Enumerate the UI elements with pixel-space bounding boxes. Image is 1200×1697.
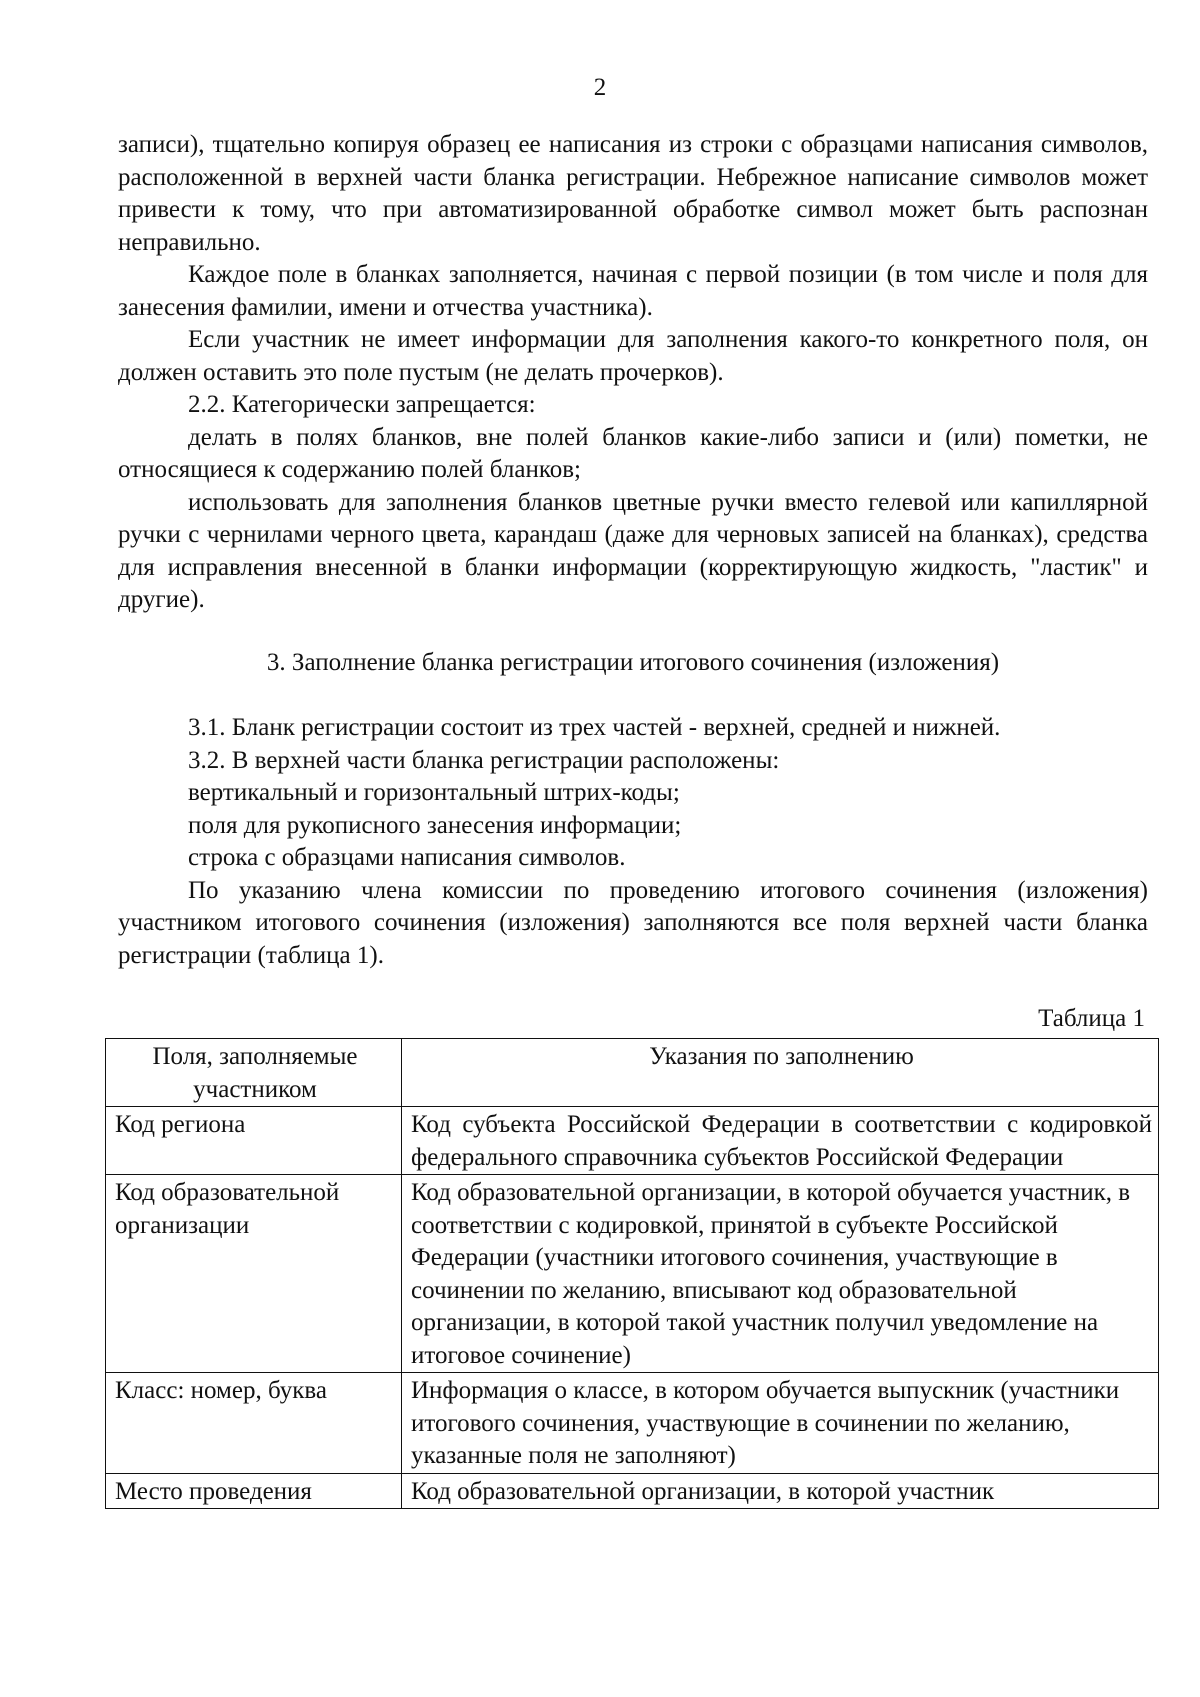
paragraph: использовать для заполнения бланков цветные ручки вместо гелевой или капиллярной ручки с чернилами черного цвета, карандаш (даже для черновых записей на бланках), средства для исправления внесенной в бланки информации (корректирующую жидкость, "ластик" и другие).	[118, 488, 1148, 613]
body-text	[118, 129, 1148, 617]
instruction-cell: Код субъекта Российской Федерации в соответствии с кодировкой федерального справочника субъектов Российской Федерации	[402, 1107, 1159, 1175]
table-row	[106, 1107, 1159, 1175]
table-row	[106, 1473, 1159, 1509]
table-header-cell: Поля, заполняемые участником	[106, 1039, 402, 1107]
paragraph: 3.1. Бланк регистрации состоит из трех частей - верхней, средней и нижней.	[188, 714, 1001, 741]
instruction-cell: Код образовательной организации, в которой обучается участник, в соответствии с кодировкой, принятой в субъекте Российской Федерации (участники итогового сочинения, участвующие в сочинении по желанию, вписывают код образовательной организации, в которой такой участник получил уведомление на итоговое сочинение)	[402, 1175, 1159, 1373]
paragraph: строка с образцами написания символов.	[188, 844, 626, 871]
field-name-cell: Место проведения	[106, 1473, 402, 1509]
instruction-cell: Код образовательной организации, в которой участник	[402, 1473, 1159, 1509]
field-name-cell: Код региона	[106, 1107, 402, 1175]
paragraph: По указанию члена комиссии по проведению итогового сочинения (изложения) участником итогового сочинения (изложения) заполняются все поля верхней части бланка регистрации (таблица 1).	[118, 876, 1148, 969]
instructions-table	[105, 1038, 1159, 1509]
table-header-cell: Указания по заполнению	[402, 1039, 1159, 1107]
paragraph: 3.2. В верхней части бланка регистрации расположены:	[188, 746, 780, 774]
field-name-cell: Класс: номер, буква	[106, 1373, 402, 1474]
table-row	[106, 1175, 1159, 1373]
section-heading: 3. Заполнение бланка регистрации итогового сочинения (изложения)	[266, 649, 1000, 676]
paragraph: записи), тщательно копируя образец ее написания из строки с образцами написания символов, расположенной в верхней части бланка регистрации. Небрежное написание символов может привести к тому, что при автоматизированной обработке символ может быть распознан неправильно.	[118, 131, 1148, 256]
body-text-2	[118, 712, 1148, 972]
paragraph: делать в полях бланков, вне полей бланков какие-либо записи и (или) пометки, не относящиеся к содержанию полей бланков;	[118, 423, 1148, 483]
paragraph: поля для рукописного занесения информации;	[188, 811, 682, 839]
paragraph: Каждое поле в бланках заполняется, начиная с первой позиции (в том числе и поля для занесения фамилии, имени и отчества участника).	[118, 261, 1148, 321]
paragraph: вертикальный и горизонтальный штрих-коды;	[188, 779, 680, 806]
table-row	[106, 1373, 1159, 1474]
instruction-cell: Информация о классе, в котором обучается выпускник (участники итогового сочинения, участвующие в сочинении по желанию, указанные поля не заполняют)	[402, 1373, 1159, 1474]
page-number: 2	[593, 74, 607, 101]
paragraph: Если участник не имеет информации для заполнения какого-то конкретного поля, он должен оставить это поле пустым (не делать прочерков).	[118, 326, 1148, 386]
field-name-cell: Код образовательной организации	[106, 1175, 402, 1373]
table-caption: Таблица 1	[1038, 1005, 1145, 1032]
paragraph: 2.2. Категорически запрещается:	[188, 391, 536, 418]
table-header-row	[106, 1039, 1159, 1107]
